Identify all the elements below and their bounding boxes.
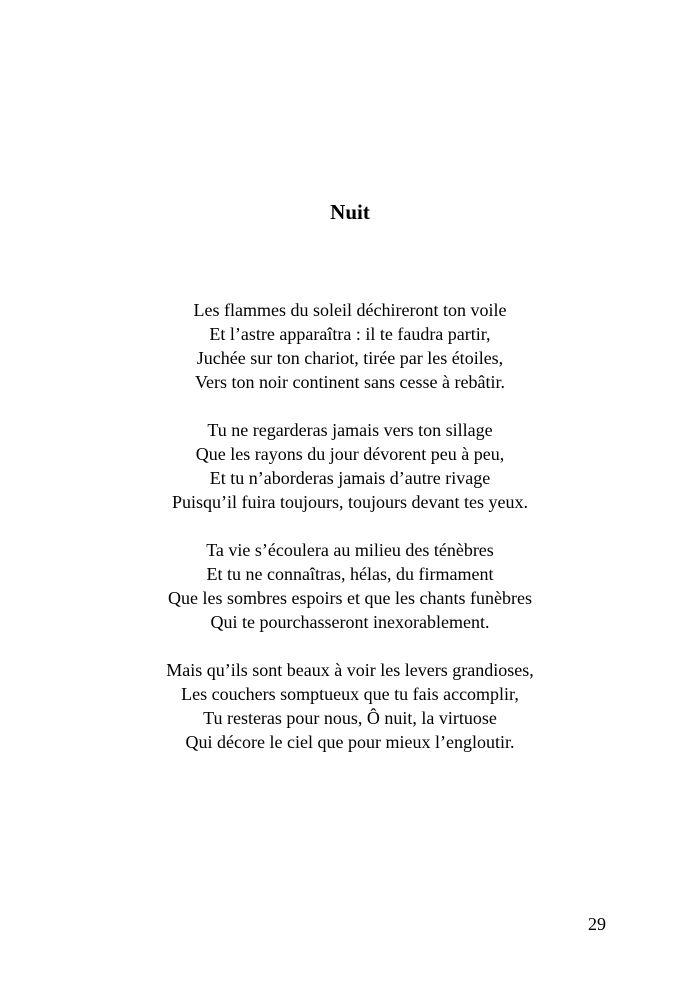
page-number: 29 (588, 914, 606, 934)
poem-line: Les couchers somptueux que tu fais accomplir, (181, 684, 519, 704)
poem-title: Nuit (330, 200, 370, 224)
poem-line: Qui décore le ciel que pour mieux l’engloutir. (185, 732, 515, 752)
poem-line: Que les rayons du jour dévorent peu à peu, (195, 444, 505, 464)
poem-line: Les flammes du soleil déchireront ton voile (193, 300, 507, 320)
stanza-1 (0, 298, 700, 394)
poem-line: Et tu n’aborderas jamais d’autre rivage (209, 468, 491, 488)
poem-line: Que les sombres espoirs et que les chants funèbres (168, 588, 532, 608)
stanza-3 (0, 538, 700, 634)
stanza-2 (0, 418, 700, 514)
poem-body (0, 298, 700, 778)
poem-line: Tu ne regarderas jamais vers ton sillage (207, 420, 493, 440)
poem-line: Tu resteras pour nous, Ô nuit, la virtuose (203, 708, 497, 728)
poem-line: Puisqu’il fuira toujours, toujours devant tes yeux. (172, 492, 528, 512)
poem-line: Mais qu’ils sont beaux à voir les levers grandioses, (166, 660, 534, 680)
poem-line: Juchée sur ton chariot, tirée par les étoiles, (196, 348, 504, 368)
poem-line: Ta vie s’écoulera au milieu des ténèbres (206, 540, 494, 560)
poem-line: Et l’astre apparaîtra : il te faudra partir, (209, 324, 491, 344)
poem-line: Qui te pourchasseront inexorablement. (210, 612, 490, 632)
stanza-4 (0, 658, 700, 754)
poem-line: Vers ton noir continent sans cesse à rebâtir. (195, 372, 505, 392)
poem-line: Et tu ne connaîtras, hélas, du firmament (206, 564, 494, 584)
